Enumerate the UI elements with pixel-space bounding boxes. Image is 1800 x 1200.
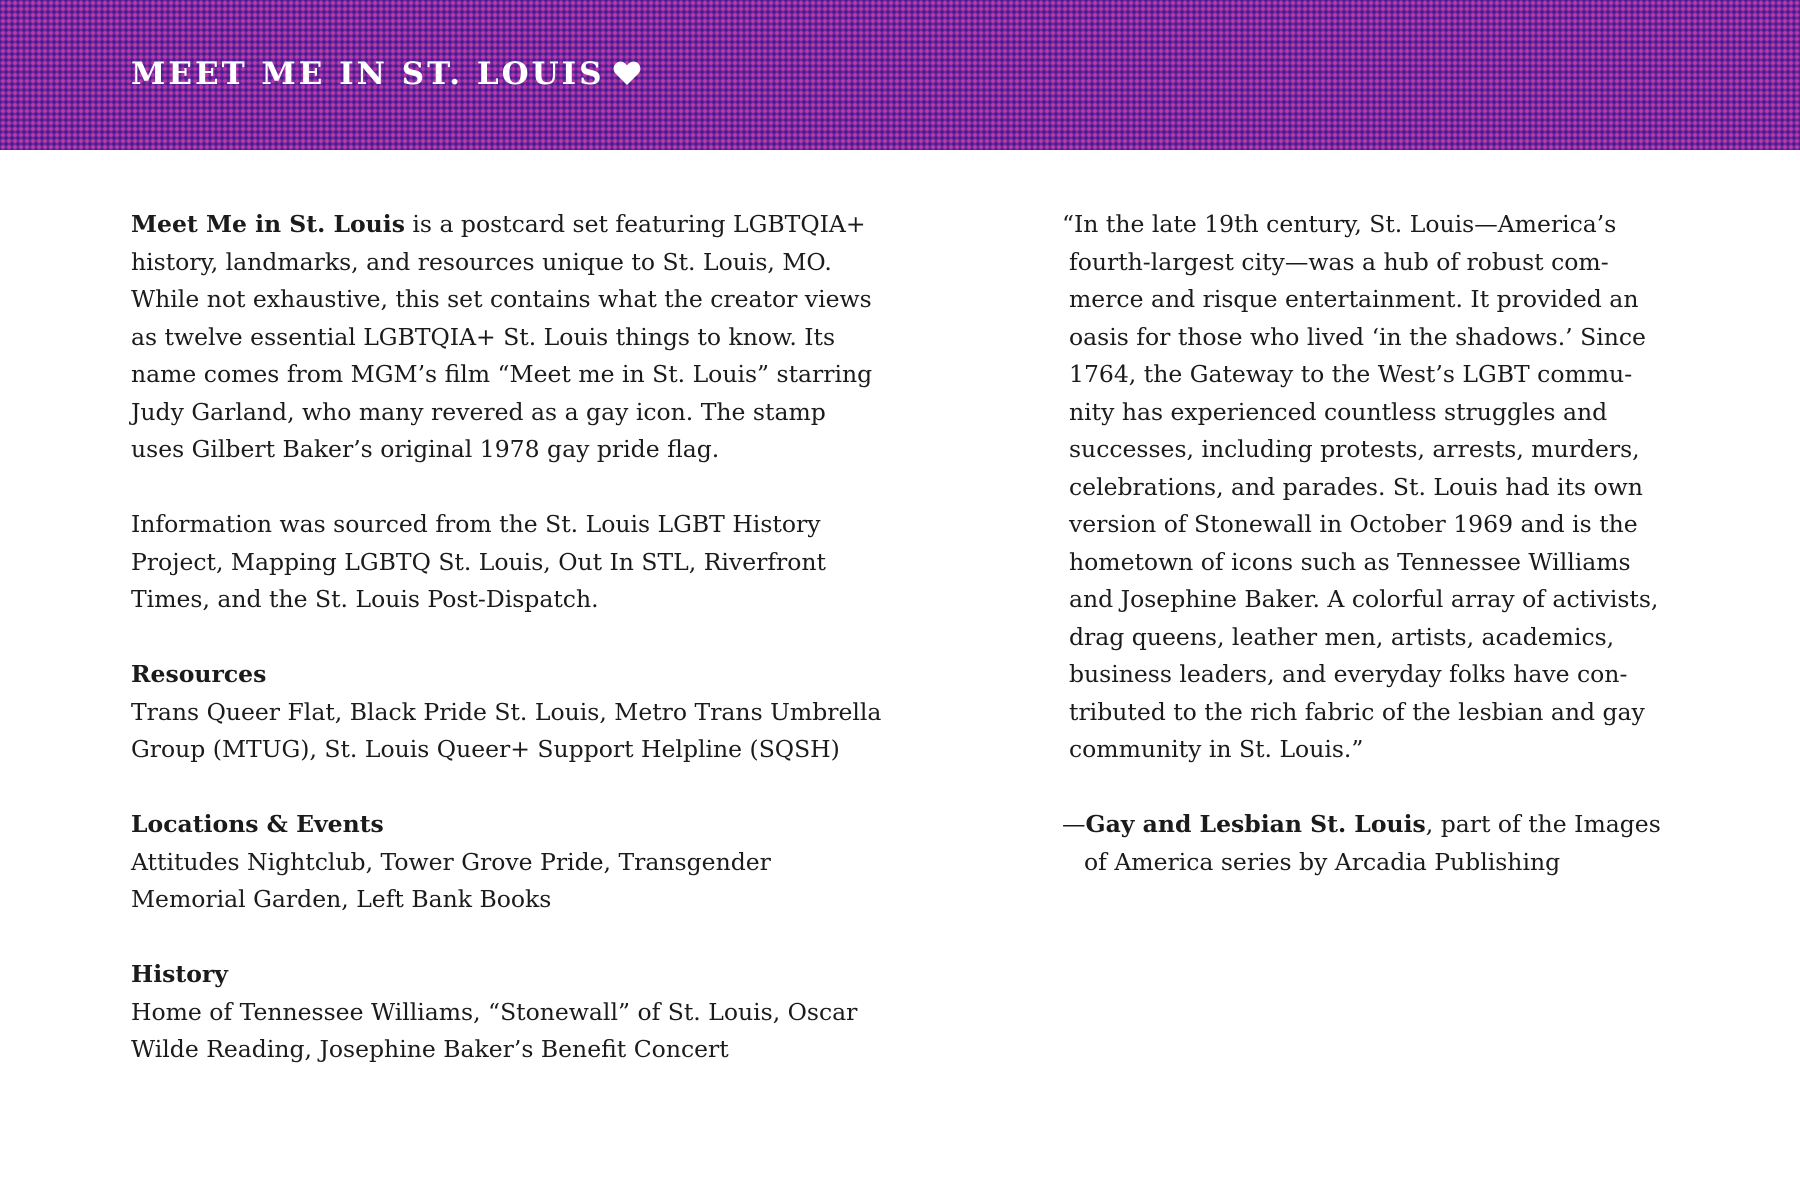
attribution-book-title: Gay and Lesbian St. Louis: [1085, 810, 1426, 838]
quote-attribution: [1062, 806, 1667, 881]
heart-icon: [613, 58, 641, 94]
section-body: Home of Tennessee Williams, “Stonewall” of St. Louis, Oscar Wilde Reading, Josephine Baker’s Benefit Concert: [131, 997, 858, 1063]
header-banner: [0, 0, 1800, 150]
attribution-dash: —: [1062, 810, 1086, 838]
section-history: [131, 956, 886, 1069]
section-heading: History: [131, 960, 228, 988]
intro-paragraph: [131, 206, 886, 469]
section-resources: [131, 656, 886, 769]
section-heading: Locations & Events: [131, 810, 384, 838]
section-body: Trans Queer Flat, Black Pride St. Louis, Metro Trans Umbrella Group (MTUG), St. Louis Queer+ Support Helpline (SQSH): [131, 697, 882, 763]
history-quote: “In the late 19th century, St. Louis—America’s fourth-largest city—was a hub of robust commerce and risque entertainment. It provided an oasis for those who lived ‘in the shadows.’ Since 1764, the Gateway to the West’s LGBT community has experienced countless struggles and successes, including protests, arrests, murders, celebrations, and parades. St. Louis had its own version of Stonewall in October 1969 and is the hometown of icons such as Tennessee Williams and Josephine Baker. A colorful array of activists, drag queens, leather men, artists, academics, business leaders, and everyday folks have contributed to the rich fabric of the lesbian and gay community in St. Louis.”: [1062, 210, 1659, 763]
intro-bold-lead: Meet Me in St. Louis: [131, 210, 405, 238]
right-column: [1062, 206, 1667, 881]
page-title-text: MEET ME IN ST. LOUIS: [131, 56, 605, 92]
attribution-rest: , part of the Images of America series by Arcadia Publishing: [1084, 810, 1661, 876]
sources-paragraph: Information was sourced from the St. Louis LGBT History Project, Mapping LGBTQ St. Louis, Out In STL, Riverfront Times, and the St. Louis Post-Dispatch.: [131, 510, 827, 613]
page-title: [131, 56, 641, 94]
section-locations-events: [131, 806, 886, 919]
section-heading: Resources: [131, 660, 267, 688]
intro-text: is a postcard set featuring LGBTQIA+ history, landmarks, and resources unique to St. Louis, MO. While not exhaustive, this set contains what the creator views as twelve essential LGBTQIA+ St. Louis things to know. Its name comes from MGM’s film “Meet me in St. Louis” starring Judy Garland, who many revered as a gay icon. The stamp uses Gilbert Baker’s original 1978 gay pride flag.: [131, 210, 873, 463]
section-body: Attitudes Nightclub, Tower Grove Pride, Transgender Memorial Garden, Left Bank Books: [131, 847, 771, 913]
left-column: [131, 206, 886, 1106]
